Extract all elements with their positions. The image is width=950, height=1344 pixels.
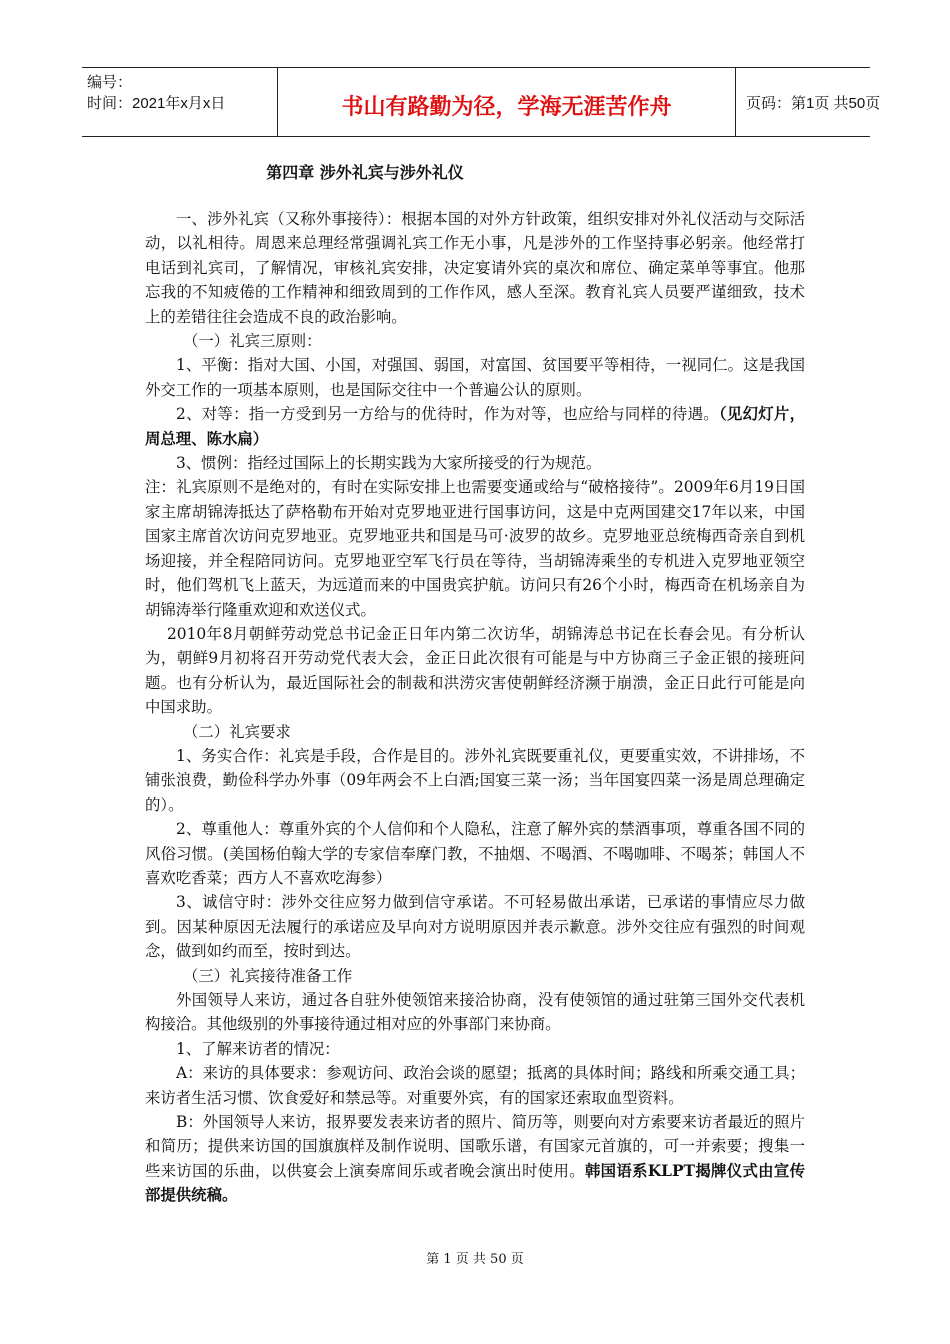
paragraph-leader-visit: 外国领导人来访，通过各自驻外使领馆来接洽协商，没有使领馆的通过驻第三国外交代表机构接洽。其他级别的外事接待通过相对应的外事部门来协商。 — [145, 991, 805, 1034]
paragraph-balance: 1、平衡：指对大国、小国，对强国、弱国，对富国、贫国要平等相待，一视同仁。这是我国外交工作的一项基本原则，也是国际交往中一个普遍公认的原则。 — [145, 356, 805, 399]
page-header — [82, 67, 881, 137]
paragraph-punctuality: 3、诚信守时：涉外交往应努力做到信守承诺。不可轻易做出承诺，已承诺的事情应尽力做到。因某种原因无法履行的承诺应及早向对方说明原因并表示歉意。涉外交往应有强烈的时间观念，做到如约而至，按时到达。 — [145, 893, 805, 961]
reciprocity-text: 2、对等：指一方受到另一方给与的优待时，作为对等，也应给与同样的待遇。 — [176, 405, 719, 424]
press-materials-text: B：外国领导人来访，报界要发表来访者的照片、简历等，则要向对方索要来访者最近的照片和简历；提供来访国的国旗旗样及制作说明、国歌乐谱，有国家元首旗的，可一并索要；搜集一些来访国的乐曲，以供宴会上演奏席间乐或者晚会演出时使用。 — [145, 1113, 805, 1180]
header-motto-cell — [278, 68, 736, 136]
paragraph-note-croatia: 注：礼宾原则不是绝对的，有时在实际安排上也需要变通或给与“破格接待”。2009年6月19日国家主席胡锦涛抵达了萨格勒布开始对克罗地亚进行国事访问，这是中克两国建交17年以来，中国国家主席首次访问克罗地亚。克罗地亚共和国是马可·波罗的故乡。克罗地亚总统梅西奇亲自到机场迎接，并全程陪同访问。克罗地亚空军飞行员在等待，当胡锦涛乘坐的专机进入克罗地亚领空时，他们驾机飞上蓝天，为远道而来的中国贵宾护航。访问只有26个小时，梅西奇在机场亲自为胡锦涛举行隆重欢迎和欢送仪式。 — [145, 478, 805, 619]
paragraph-north-korea: 2010年8月朝鲜劳动党总书记金正日年内第二次访华，胡锦涛总书记在长春会见。有分析认为，朝鲜9月初将召开劳动党代表大会，金正日此次很有可能是与中方协商三子金正银的接班问题。也有分析认为，最近国际社会的制裁和洪涝灾害使朝鲜经济濒于崩溃，金正日此行可能是向中国求助。 — [145, 624, 805, 717]
header-page-cell — [736, 68, 881, 136]
header-info-cell — [82, 68, 278, 136]
header-page-count: 页码：第1页 共50页 — [746, 95, 881, 112]
section-heading-principles: （一）礼宾三原则： — [183, 332, 322, 351]
chapter-title: 第四章 涉外礼宾与涉外礼仪 — [266, 163, 464, 182]
paragraph-convention: 3、惯例：指经过国际上的长期实践为大家所接受的行为规范。 — [176, 454, 602, 473]
page-footer: 第 1 页 共 50 页 — [426, 1252, 524, 1267]
paragraph-reciprocity — [145, 402, 805, 451]
paragraph-visit-requirements: A：来访的具体要求：参观访问、政治会谈的愿望；抵离的具体时间；路线和所乘交通工具；来访者生活习惯、饮食爱好和禁忌等。对重要外宾，有的国家还索取血型资料。 — [145, 1064, 805, 1107]
document-body — [145, 207, 805, 1208]
header-motto: 书山有路勤为径，学海无涯苦作舟 — [341, 95, 672, 120]
klpt-note: 韩国语系KLPT揭牌仪式由宣传部提供统稿。 — [145, 1161, 805, 1205]
section-heading-preparation: （三）礼宾接待准备工作 — [183, 966, 353, 985]
paragraph-pragmatic-cooperation: 1、务实合作：礼宾是手段，合作是目的。涉外礼宾既要重礼仪，更要重实效，不讲排场，不铺张浪费，勤俭科学办外事（09年两会不上白酒;国宴三菜一汤；当年国宴四菜一汤是周总理确定的）。 — [145, 746, 805, 814]
document-number-label: 编号： — [87, 74, 133, 91]
paragraph-press-materials — [145, 1110, 805, 1208]
paragraph-protocol-definition: 一、涉外礼宾（又称外事接待）：根据本国的对外方针政策，组织安排对外礼仪活动与交际活动，以礼相待。周恩来总理经常强调礼宾工作无小事，凡是涉外的工作坚持事必躬亲。他经常打电话到礼宾司，了解情况，审核礼宾安排，决定宴请外宾的桌次和席位、确定菜单等事宜。他那忘我的不知疲倦的工作精神和细致周到的工作作风，感人至深。教育礼宾人员要严谨细致，技术上的差错往往会造成不良的政治影响。 — [145, 210, 805, 326]
reciprocity-note: （见幻灯片， 周总理、陈水扁） — [145, 405, 805, 448]
paragraph-visitor-info: 1、了解来访者的情况： — [176, 1039, 340, 1058]
document-time-label: 时间：2021年x月x日 — [87, 95, 226, 112]
paragraph-respect-others: 2、尊重他人：尊重外宾的个人信仰和个人隐私，注意了解外宾的禁酒事项，尊重各国不同的风俗习惯。(美国杨伯翰大学的专家信奉摩门教，不抽烟、不喝酒、不喝咖啡、不喝茶；韩国人不喜欢吃香菜；西方人不喜欢吃海参） — [145, 820, 805, 887]
section-heading-requirements: （二）礼宾要求 — [183, 722, 291, 741]
